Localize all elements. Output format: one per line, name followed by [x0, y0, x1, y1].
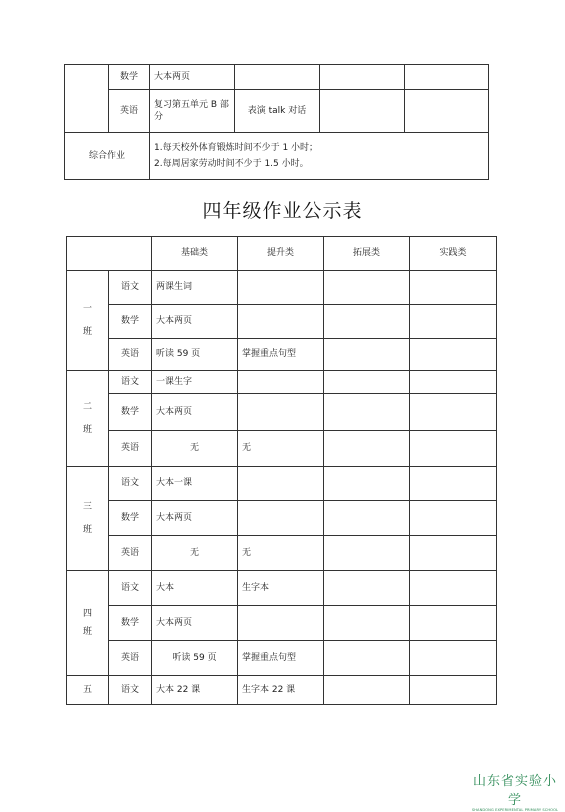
extend-cell [324, 467, 410, 501]
comprehensive-item: 2.每周居家劳动时间不少于 1.5 小时。 [154, 158, 309, 169]
practice-cell [410, 394, 497, 431]
improve-cell: 掌握重点句型 [238, 339, 324, 371]
subject-cell: 数学 [109, 65, 150, 90]
basic-cell: 两课生词 [152, 271, 238, 305]
improve-cell [238, 501, 324, 536]
page-title: 四年级作业公示表 [202, 200, 363, 222]
comprehensive-item: 1.每天校外体育锻炼时间不少于 1 小时； [154, 143, 319, 154]
subject-cell: 英语 [109, 339, 152, 371]
basic-cell: 一课生字 [152, 371, 238, 394]
basic-cell: 复习第五单元 B 部分 [150, 90, 235, 133]
class-cell [65, 65, 109, 133]
practice-cell [405, 65, 489, 90]
improve-cell [238, 606, 324, 641]
improve-cell: 生字本 22 课 [238, 676, 324, 705]
basic-cell: 大本 [152, 571, 238, 606]
practice-cell [405, 90, 489, 133]
practice-cell [410, 536, 497, 571]
practice-cell [410, 305, 497, 339]
basic-cell: 无 [152, 536, 238, 571]
practice-cell [410, 571, 497, 606]
subject-cell: 语文 [109, 371, 152, 394]
extend-cell [324, 641, 410, 676]
previous-grade-table [64, 64, 489, 180]
subject-cell: 数学 [109, 394, 152, 431]
extend-cell [324, 394, 410, 431]
subject-cell: 英语 [109, 90, 150, 133]
basic-cell: 大本两页 [152, 305, 238, 339]
class-5-label: 五 [67, 676, 109, 705]
basic-cell: 大本两页 [152, 606, 238, 641]
extend-cell [320, 90, 405, 133]
subject-cell: 语文 [109, 571, 152, 606]
basic-cell: 大本 22 课 [152, 676, 238, 705]
improve-cell: 无 [238, 431, 324, 467]
improve-cell [238, 305, 324, 339]
class-3-label: 三 班 [67, 467, 109, 571]
comprehensive-content [150, 133, 489, 180]
extend-cell [324, 371, 410, 394]
subject-cell: 数学 [109, 606, 152, 641]
improve-cell [235, 65, 320, 90]
improve-cell [238, 371, 324, 394]
improve-cell [238, 394, 324, 431]
basic-cell: 无 [152, 431, 238, 467]
extend-cell [324, 571, 410, 606]
improve-cell: 生字本 [238, 571, 324, 606]
basic-cell: 听读 59 页 [152, 641, 238, 676]
practice-cell [410, 641, 497, 676]
practice-cell [410, 339, 497, 371]
subject-cell: 语文 [109, 676, 152, 705]
header-extend: 拓展类 [324, 237, 410, 271]
comprehensive-label: 综合作业 [65, 133, 150, 180]
extend-cell [320, 65, 405, 90]
subject-cell: 英语 [109, 536, 152, 571]
practice-cell [410, 467, 497, 501]
practice-cell [410, 271, 497, 305]
header-empty [67, 237, 152, 271]
improve-cell: 表演 talk 对话 [235, 90, 320, 133]
practice-cell [410, 606, 497, 641]
class-2-label: 二 班 [67, 371, 109, 467]
improve-cell: 无 [238, 536, 324, 571]
subject-cell: 数学 [109, 501, 152, 536]
practice-cell [410, 501, 497, 536]
subject-cell: 英语 [109, 431, 152, 467]
class-4-label: 四 班 [67, 571, 109, 676]
subject-cell: 英语 [109, 641, 152, 676]
subject-cell: 语文 [109, 271, 152, 305]
improve-cell: 掌握重点句型 [238, 641, 324, 676]
header-practice: 实践类 [410, 237, 497, 271]
subject-cell: 语文 [109, 467, 152, 501]
school-name: 山东省实验小学 [472, 774, 557, 808]
header-improve: 提升类 [238, 237, 324, 271]
basic-cell: 大本两页 [152, 394, 238, 431]
basic-cell: 大本一课 [152, 467, 238, 501]
extend-cell [324, 536, 410, 571]
header-basic: 基础类 [152, 237, 238, 271]
practice-cell [410, 676, 497, 705]
school-logo [470, 770, 560, 812]
class-1-label: 一 班 [67, 271, 109, 371]
basic-cell: 听读 59 页 [152, 339, 238, 371]
extend-cell [324, 676, 410, 705]
extend-cell [324, 501, 410, 536]
extend-cell [324, 606, 410, 641]
extend-cell [324, 305, 410, 339]
subject-cell: 数学 [109, 305, 152, 339]
improve-cell [238, 467, 324, 501]
extend-cell [324, 431, 410, 467]
practice-cell [410, 431, 497, 467]
extend-cell [324, 271, 410, 305]
basic-cell: 大本两页 [152, 501, 238, 536]
practice-cell [410, 371, 497, 394]
school-name-en: SHANDONG EXPERIMENTAL PRIMARY SCHOOL [471, 808, 559, 812]
homework-table [66, 236, 497, 705]
extend-cell [324, 339, 410, 371]
improve-cell [238, 271, 324, 305]
basic-cell: 大本两页 [150, 65, 235, 90]
